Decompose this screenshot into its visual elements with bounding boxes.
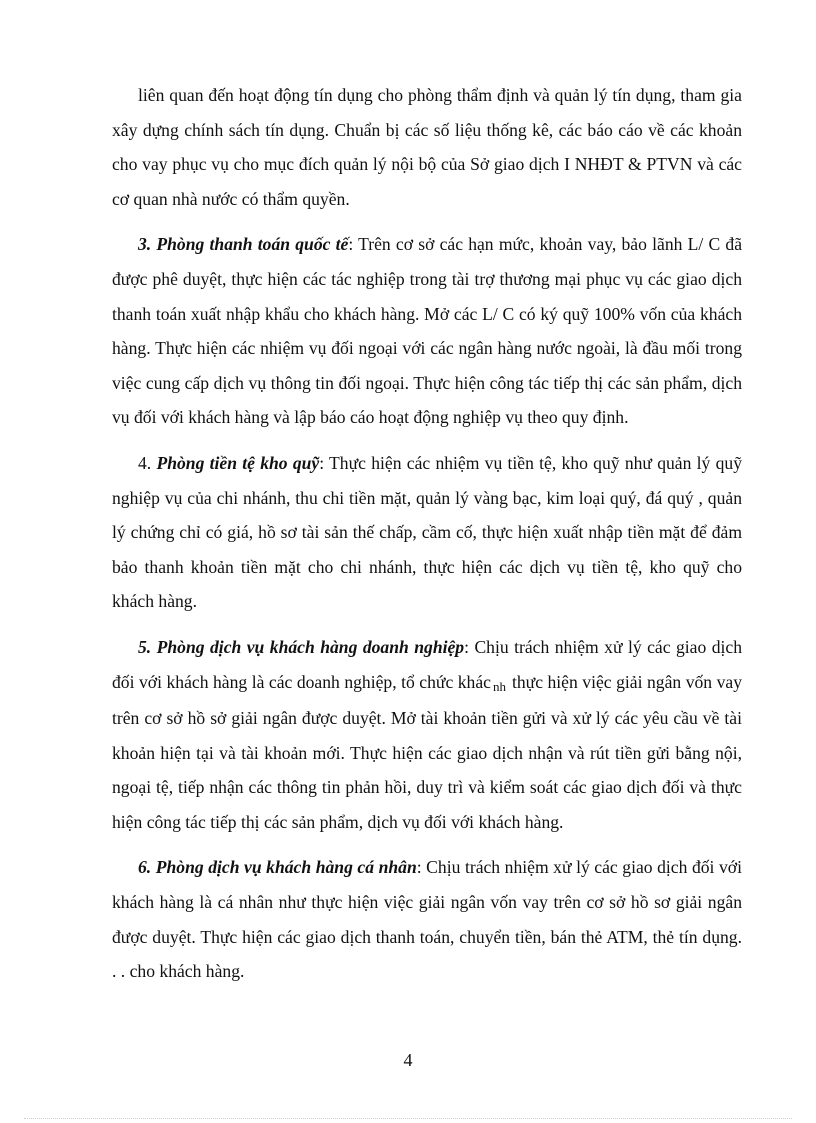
paragraph-text: : Chịu trách nhiệm xử lý các giao dịch đối với khách hàng là cá nhân như thực hiện việc giải ngân vốn vay trên cơ sở hồ sơ giải ngân được duyệt. Thực hiện các giao dịch thanh toán, chuyển tiền, bán thẻ ATM, thẻ tín dụng. . . cho khách hàng.: [112, 857, 742, 982]
paragraph-corporate-customer-service: [112, 630, 742, 840]
paragraph-text: : Chịu trách nhiệm xử lý các giao dịch đối với khách hàng là các doanh nghiệp, tổ chức khác: [112, 636, 742, 692]
paragraph-prefix: 4.: [138, 452, 157, 473]
paragraph-continuation: [112, 78, 742, 216]
paragraph-treasury: [112, 446, 742, 619]
section-heading: Phòng tiền tệ kho quỹ: [156, 452, 320, 473]
paragraph-international-payment: [112, 227, 742, 435]
section-heading: 5. Phòng dịch vụ khách hàng doanh nghiệp: [138, 636, 465, 657]
paragraph-text: liên quan đến hoạt động tín dụng cho phòng thẩm định và quản lý tín dụng, tham gia xây dựng chính sách tín dụng. Chuẩn bị các số liệu thống kê, các báo cáo về các khoản cho vay phục vụ cho mục đích quản lý nội bộ của Sở giao dịch I NHĐT & PTVN và các cơ quan nhà nước có thẩm quyền.: [112, 85, 742, 209]
document-body: [112, 78, 742, 1000]
page-bottom-divider: [24, 1118, 792, 1119]
paragraph-personal-customer-service: [112, 850, 742, 988]
section-heading: 3. Phòng thanh toán quốc tế: [138, 234, 349, 255]
stray-subscript-text: nh: [492, 678, 506, 694]
paragraph-text: thực hiện việc giải ngân vốn vay trên cơ sở hồ sở giải ngân được duyệt. Mở tài khoản tiền gửi và xử lý các yêu cầu về tài khoản hiện tại và tài khoản mới. Thực hiện các giao dịch nhận và rút tiền gửi bằng nội, ngoại tệ, tiếp nhận các thông tin phản hồi, duy trì và kiểm soát các giao dịch đối và thực hiện công tác tiếp thị các sản phẩm, dịch vụ đối với khách hàng.: [112, 671, 742, 832]
paragraph-text: : Thực hiện các nhiệm vụ tiền tệ, kho quỹ như quản lý quỹ nghiệp vụ của chi nhánh, thu chi tiền mặt, quản lý vàng bạc, kim loại quý, đá quý , quản lý chứng chỉ có giá, hồ sơ tài sản thế chấp, cầm cố, thực hiện xuất nhập tiền mặt để đảm bảo thanh khoản tiền mặt cho chi nhánh, thực hiện các dịch vụ tiền tệ, kho quỹ cho khách hàng.: [112, 452, 742, 612]
section-heading: 6. Phòng dịch vụ khách hàng cá nhân: [138, 857, 417, 878]
paragraph-text: : Trên cơ sở các hạn mức, khoản vay, bảo lãnh L/ C đã được phê duyệt, thực hiện các tác nghiệp trong tài trợ thương mại phục vụ các giao dịch thanh toán xuất nhập khẩu cho khách hàng. Mở các L/ C có ký quỹ 100% vốn của khách hàng. Thực hiện các nhiệm vụ đối ngoại với các ngân hàng nước ngoài, là đầu mối trong việc cung cấp dịch vụ thông tin đối ngoại. Thực hiện công tác tiếp thị các sản phẩm, dịch vụ đối với khách hàng và lập báo cáo hoạt động nghiệp vụ theo quy định.: [112, 234, 742, 428]
page-number: 4: [403, 1050, 413, 1070]
